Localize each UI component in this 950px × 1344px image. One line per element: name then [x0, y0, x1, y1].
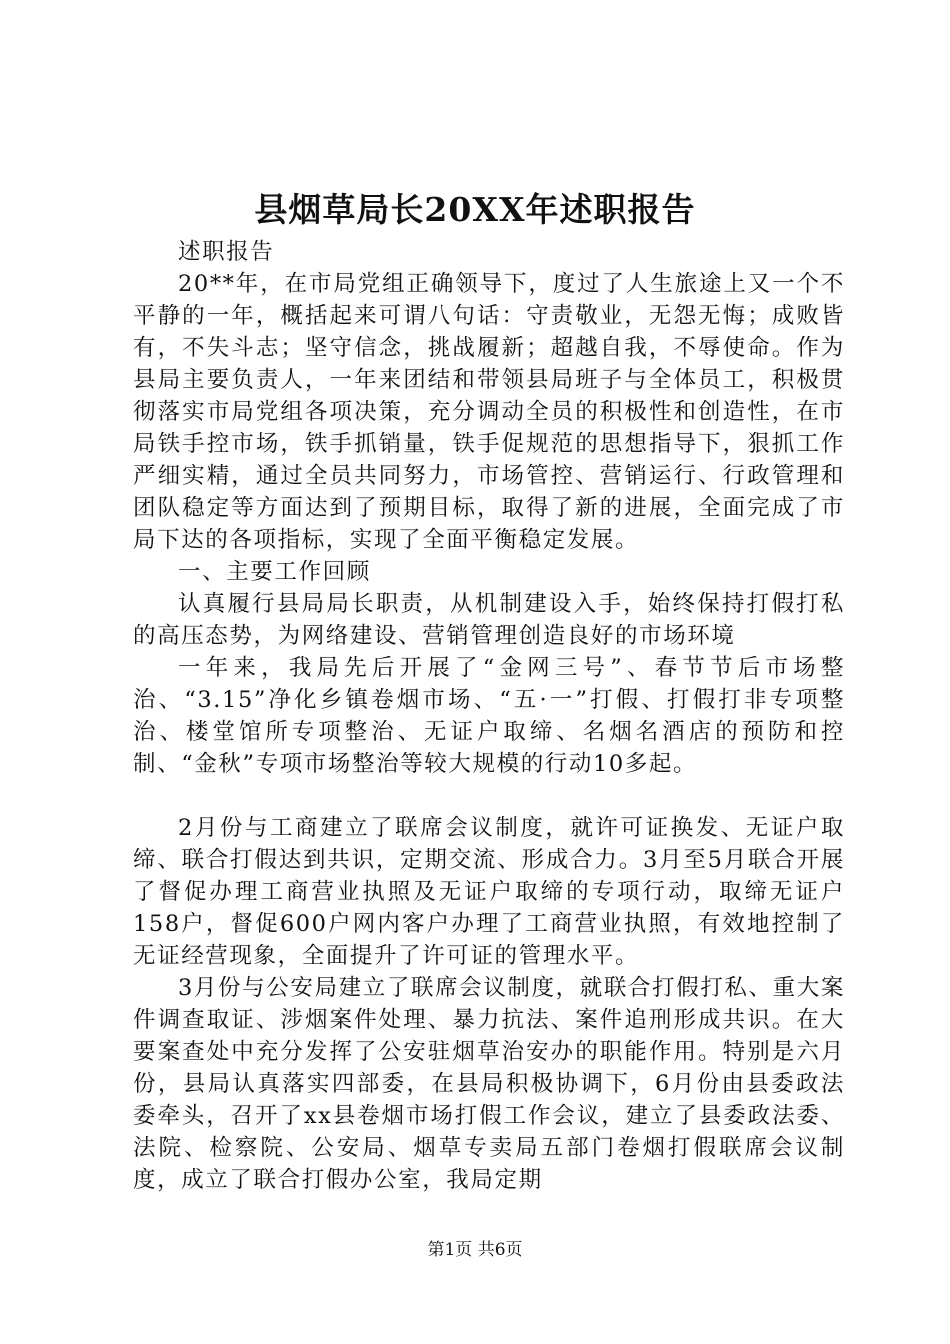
- document-title: 县烟草局长20XX年述职报告: [254, 190, 696, 229]
- paragraph-heading-report: 述职报告: [178, 239, 275, 265]
- paragraph-commerce: 2月份与工商建立了联席会议制度，就许可证换发、无证户取缔、联合打假达到共识，定期交流、形成合力。3月至5月联合开展了督促办理工商营业执照及无证户取缔的专项行动，取缔无证户158户，督促600户网内客户办理了工商营业执照，有效地控制了无证经营现象，全面提升了许可证的管理水平。: [133, 815, 845, 969]
- page-footer: 第1页 共6页: [427, 1240, 523, 1260]
- section-heading: 一、主要工作回顾: [178, 559, 371, 585]
- paragraph-police: 3月份与公安局建立了联席会议制度，就联合打假打私、重大案件调查取证、涉烟案件处理、暴力抗法、案件追刑形成共识。在大要案查处中充分发挥了公安驻烟草治安办的职能作用。特别是六月份，县局认真落实四部委，在县局积极协调下，6月份由县委政法委牵头，召开了xx县卷烟市场打假工作会议，建立了县委政法委、法院、检察院、公安局、烟草专卖局五部门卷烟打假联席会议制度，成立了联合打假办公室，我局定期: [133, 975, 845, 1193]
- document-body: [133, 236, 845, 1196]
- paragraph-actions: 一年来，我局先后开展了“金网三号”、春节节后市场整治、“3.15”净化乡镇卷烟市场、“五·一”打假、打假打非专项整治、楼堂馆所专项整治、无证户取缔、名烟名酒店的预防和控制、“金秋”专项市场整治等较大规模的行动10多起。: [133, 655, 845, 777]
- paragraph-spacer: [133, 780, 845, 812]
- paragraph-intro: 20**年，在市局党组正确领导下，度过了人生旅途上又一个不平静的一年，概括起来可谓八句话：守责敬业，无怨无悔；成败皆有，不失斗志；坚守信念，挑战履新；超越自我，不辱使命。作为县局主要负责人，一年来团结和带领县局班子与全体员工，积极贯彻落实市局党组各项决策，充分调动全员的积极性和创造性，在市局铁手控市场，铁手抓销量，铁手促规范的思想指导下，狠抓工作严细实精，通过全员共同努力，市场管控、营销运行、行政管理和团队稳定等方面达到了预期目标，取得了新的进展，全面完成了市局下达的各项指标，实现了全面平衡稳定发展。: [133, 271, 845, 553]
- paragraph-duty: 认真履行县局局长职责，从机制建设入手，始终保持打假打私的高压态势，为网络建设、营销管理创造良好的市场环境: [133, 591, 845, 649]
